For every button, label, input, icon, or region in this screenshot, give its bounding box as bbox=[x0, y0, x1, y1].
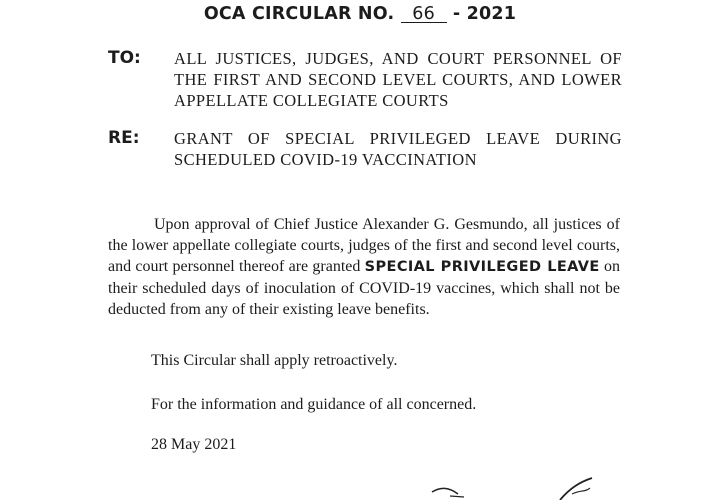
to-line bbox=[108, 48, 628, 118]
circular-title-prefix: OCA CIRCULAR NO. bbox=[203, 4, 395, 24]
circular-year: - 2021 bbox=[452, 4, 517, 24]
issue-date: 28 May 2021 bbox=[151, 436, 237, 453]
circular-number: 66 bbox=[401, 6, 447, 23]
retroactive-clause: This Circular shall apply retroactively. bbox=[151, 352, 398, 369]
body-paragraph bbox=[108, 214, 620, 320]
re-label: RE: bbox=[108, 128, 140, 148]
special-leave-emphasis: SPECIAL PRIVILEGED LEAVE bbox=[364, 259, 600, 275]
re-line bbox=[108, 128, 628, 176]
circular-title bbox=[0, 4, 720, 24]
to-label: TO: bbox=[108, 48, 141, 68]
re-subject: GRANT OF SPECIAL PRIVILEGED LEAVE DURING SCHEDULED COVID-19 VACCINATION bbox=[174, 129, 622, 169]
guidance-clause: For the information and guidance of all concerned. bbox=[151, 396, 477, 413]
body-text-start: Upon approval of Chief Justice Alexander G. Gesmundo, all justices of the lower appellate collegiate courts, judges of the first and second level courts, and court personnel thereof are granted bbox=[108, 216, 620, 275]
body-text-end: on their scheduled days of inoculation of COVID-19 vaccines, which shall not be deducted from any of their existing leave benefits. bbox=[108, 258, 620, 318]
signature-mark bbox=[420, 470, 620, 500]
to-recipients: ALL JUSTICES, JUDGES, AND COURT PERSONNEL OF THE FIRST AND SECOND LEVEL COURTS, AND LOWER APPELLATE COLLEGIATE COURTS bbox=[174, 49, 622, 110]
